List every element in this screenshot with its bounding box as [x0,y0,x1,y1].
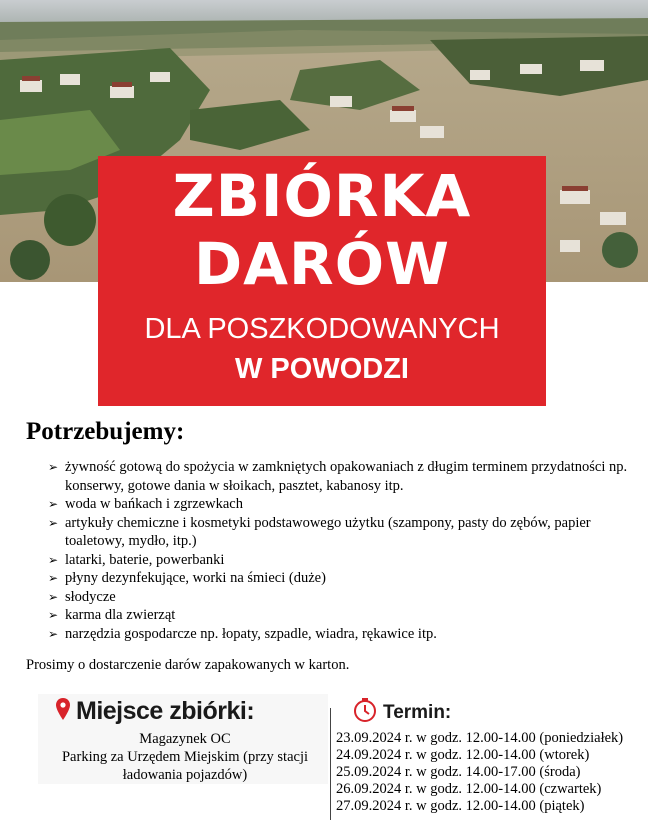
location-pin-icon [56,698,70,727]
clock-icon [353,697,377,729]
term-title: Termin: [353,697,451,729]
list-item: ➢ karma dla zwierząt [48,607,176,623]
list-item: ➢ latarki, baterie, powerbanki [48,551,225,568]
needs-heading: Potrzebujemy: [26,418,185,445]
arrow-bullet-icon: ➢ [48,515,59,530]
needs-list [48,458,638,643]
banner-line-3: DLA POSZKODOWANYCH [144,313,500,345]
arrow-bullet-icon: ➢ [48,460,59,474]
list-item: 26.09.2024 r. w godz. 12.00-14.00 (czwartek) [336,781,602,797]
list-item: ➢ narzędzia gospodarcze np. łopaty, szpadle, wiadra, rękawice itp. [48,625,437,642]
arrow-bullet-icon: ➢ [48,589,59,604]
list-item: ➢ woda w bańkach i zgrzewkach [48,496,243,512]
list-item: 24.09.2024 r. w godz. 12.00-14.00 (wtorek) [336,747,590,763]
title-banner [98,156,546,406]
section-divider [330,708,331,820]
place-title: Miejsce zbiórki: [56,697,254,727]
place-address: Magazynek OC Parking za Urzędem Miejskim (przy stacji ładowania pojazdów) [61,731,309,783]
list-item: 23.09.2024 r. w godz. 12.00-14.00 (poniedziałek) [336,730,624,746]
banner-line-1: ZBIÓRKA [172,162,472,230]
packing-note: Prosimy o dostarczenie darów zapakowanych w karton. [26,657,350,673]
list-item: 25.09.2024 r. w godz. 14.00-17.00 (środa) [336,764,581,780]
list-item: 27.09.2024 r. w godz. 12.00-14.00 (piątek) [336,798,585,814]
arrow-bullet-icon: ➢ [48,626,59,641]
arrow-bullet-icon: ➢ [48,552,59,567]
list-item: ➢ żywność gotową do spożycia w zamkniętych opakowaniach z długim terminem przydatności np. konserwy, gotowe dania w słoikach, pasztet, kabanosy itp. [48,459,628,494]
list-item: ➢ artykuły chemiczne i kosmetyki podstawowego użytku (szampony, pasty do zębów, papier toaletowy, mydło, itp.) [48,514,591,549]
term-dates [336,730,623,815]
arrow-bullet-icon: ➢ [48,571,59,585]
banner-line-4: W POWODZI [235,353,409,385]
list-item: ➢ słodycze [48,588,116,605]
arrow-bullet-icon: ➢ [48,608,59,622]
list-item: ➢ płyny dezynfekujące, worki na śmieci (duże) [48,570,326,586]
banner-line-2: DARÓW [194,230,450,298]
arrow-bullet-icon: ➢ [48,497,59,511]
